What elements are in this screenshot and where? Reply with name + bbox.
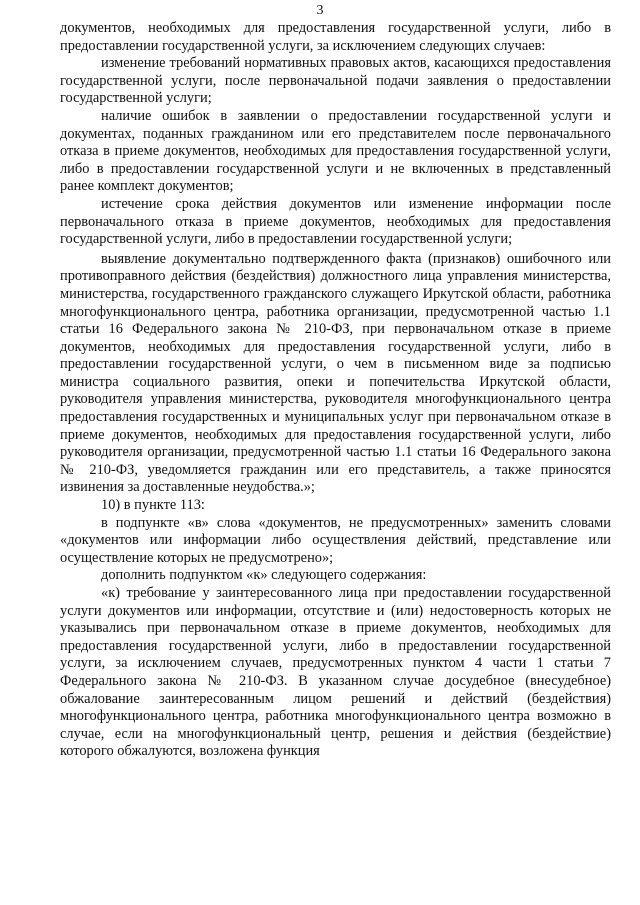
- paragraph: документов, необходимых для предоставления государственной услуги, либо в предоставлении государственной услуги, за исключением следующих случаев:: [60, 20, 611, 54]
- paragraph: 10) в пункте 113:: [101, 497, 205, 514]
- paragraph: выявление документально подтвержденного факта (признаков) ошибочного или противоправного действия (бездействия) должностного лица управления министерства, министерства, государственного гражданского служащего Иркутской области, работника многофункционального центра, работника организации, предусмотренной частью 1.1 статьи 16 Федерального закона № 210-ФЗ, при первоначальном отказе в приеме документов, необходимых для предоставления государственной услуги, либо в предоставлении государственной услуги, о чем в письменном виде за подписью министра социального развития, опеки и попечительства Иркутской области, руководителя управления министерства, руководителя многофункционального центра предоставления государственных и муниципальных услуг при первоначальном отказе в приеме документов, необходимых для предоставления государственной услуги, либо руководителя организации, предусмотренной частью 1.1 статьи 16 Федерального закона № 210-ФЗ, уведомляется гражданин или его представитель, а также приносятся извинения за доставленные неудобства.»;: [60, 250, 611, 496]
- paragraph: в подпункте «в» слова «документов, не предусмотренных» заменить словами «документов или информации либо осуществления действий, представление или осуществление которых не предусмотрено»;: [60, 514, 611, 566]
- paragraph: «к) требование у заинтересованного лица при предоставлении государственной услуги документов или информации, отсутствие и (или) недостоверность которых не указывались при первоначальном отказе в приеме документов, необходимых для предоставления государственной услуги, либо в предоставлении государственной услуги, за исключением случаев, предусмотренных пунктом 4 части 1 статьи 7 Федерального закона № 210-ФЗ. В указанном случае досудебное (внесудебное) обжалование заинтересованным лицом решений и действий (бездействия) многофункционального центра, работника многофункционального центра возможно в случае, если на многофункциональный центр, решения и действия (бездействие) которого обжалуются, возложена функция: [60, 585, 611, 760]
- paragraph: истечение срока действия документов или изменение информации после первоначального отказа в приеме документов, необходимых для предоставления государственной услуги, либо в предоставлении государственной услуги;: [60, 195, 611, 248]
- paragraph: изменение требований нормативных правовых актов, касающихся предоставления государственной услуги, после первоначальной подачи заявления о предоставлении государственной услуги;: [60, 55, 611, 107]
- paragraph: дополнить подпунктом «к» следующего содержания:: [101, 567, 427, 584]
- document-body: [60, 20, 611, 761]
- paragraph: наличие ошибок в заявлении о предоставлении государственной услуги и документах, поданных гражданином или его представителем после первоначального отказа в приеме документов, необходимых для предоставления государственной услуги, либо в предоставлении государственной услуги и не включенных в представленный ранее комплект документов;: [60, 107, 611, 195]
- page-number: 3: [316, 3, 324, 18]
